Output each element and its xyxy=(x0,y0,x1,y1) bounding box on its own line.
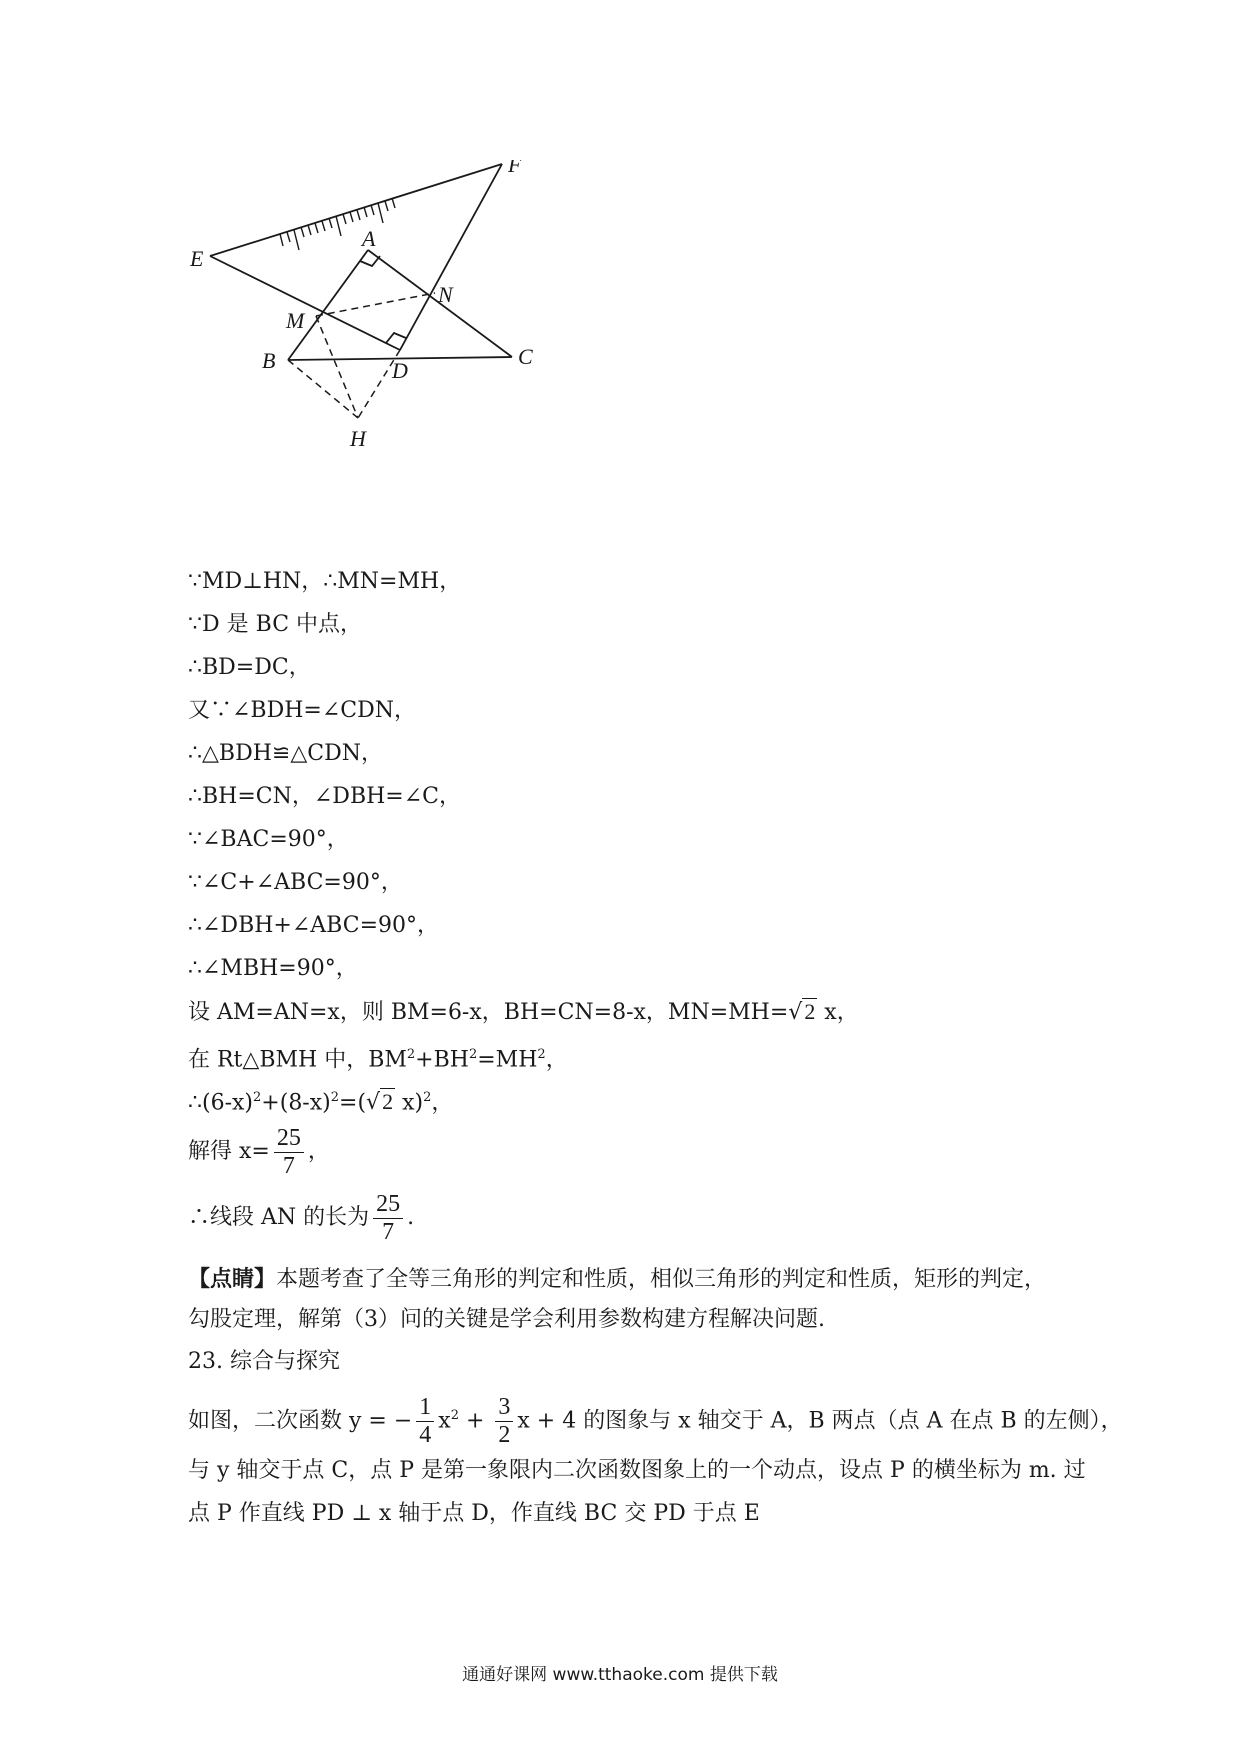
proof-line-14: 解得 x= $\frac{25}{7}$ ， xyxy=(188,1125,330,1179)
fraction-25-7: $\frac{25}{7}$ xyxy=(274,1125,304,1179)
proof-line-4: 又∵∠BDH=∠CDN， xyxy=(188,698,417,723)
label-b: B xyxy=(262,348,276,373)
proof-line-7: ∵∠BAC=90°， xyxy=(188,827,349,852)
ruler-ticks xyxy=(280,198,395,250)
sqrt-symbol: √2 xyxy=(366,1089,394,1116)
comment-paragraph xyxy=(188,1259,1068,1340)
proof-line-12: 在 Rt△BMH 中，$BM^2+BH^2=MH^2$， xyxy=(188,1047,568,1073)
comment-text: 本题考查了全等三角形的判定和性质，相似三角形的判定和性质，矩形的判定，勾股定理，解第（3）问的关键是学会利用参数构建方程解决问题. xyxy=(188,1267,1047,1332)
right-angle-mark-d xyxy=(386,333,406,343)
sqrt-symbol: √2 xyxy=(788,999,816,1025)
fraction-3-2: $\frac{3}{2}$ xyxy=(495,1394,513,1448)
geometry-figure xyxy=(190,160,630,510)
label-a: A xyxy=(362,226,376,251)
label-e: E xyxy=(190,246,204,271)
question-23-line-3: 点 P 作直线 PD ⊥ x 轴于点 D，作直线 BC 交 PD 于点 E xyxy=(188,1501,760,1526)
label-m: M xyxy=(286,308,305,333)
proof-line-13: $\therefore(6-x)^2+(8-x)^2=(√2$ x)$^2$， xyxy=(188,1089,454,1116)
label-f: F xyxy=(508,160,522,177)
proof-line-2: ∵D 是 BC 中点， xyxy=(188,612,363,637)
page-footer: 通通好课网 www.tthaoke.com 提供下载 xyxy=(462,1665,778,1685)
dashed-bh xyxy=(288,360,358,418)
dashed-mh xyxy=(316,316,358,418)
proof-line-5: ∴△BDH≌△CDN， xyxy=(188,741,383,766)
proof-line-15: ∴线段 AN 的长为 $\frac{25}{7}$ . xyxy=(188,1191,415,1245)
label-h: H xyxy=(350,426,366,451)
label-c: C xyxy=(518,344,533,369)
proof-line-10: ∴∠MBH=90°， xyxy=(188,956,358,981)
fraction-1-4: $\frac{1}{4}$ xyxy=(416,1394,434,1448)
proof-line-1: ∵MD⊥HN，∴MN=MH， xyxy=(188,569,462,594)
triangle-diagram xyxy=(190,160,630,510)
solution-content xyxy=(188,560,1123,1535)
fraction-answer: $\frac{25}{7}$ xyxy=(373,1191,403,1245)
proof-line-8: ∵∠C+∠ABC=90°， xyxy=(188,870,403,895)
question-23-title: 23. 综合与探究 xyxy=(188,1349,340,1374)
comment-bracket: 【点睛】 xyxy=(188,1266,277,1292)
proof-line-11: 设 AM=AN=x，则 BM=6-x，BH=CN=8-x，MN=MH=√2 x， xyxy=(188,999,859,1025)
label-n: N xyxy=(438,282,453,307)
proof-line-6: ∴BH=CN，∠DBH=∠C， xyxy=(188,784,461,809)
question-23-line-2: 与 y 轴交于点 C，点 P 是第一象限内二次函数图象上的一个动点，设点 P 的横坐标为 m. 过 xyxy=(188,1458,1086,1483)
question-23-intro: 如图，二次函数 y = − $\frac{1}{4}$ $x^2$ + $\frac{3}{2}$ x + 4 的图象与 x 轴交于 A，B 两点（点 A 在点 B 的左侧）， xyxy=(188,1394,1123,1448)
proof-line-9: ∴∠DBH+∠ABC=90°， xyxy=(188,913,440,938)
proof-line-3: ∴BD=DC， xyxy=(188,655,311,680)
label-d: D xyxy=(392,358,408,383)
